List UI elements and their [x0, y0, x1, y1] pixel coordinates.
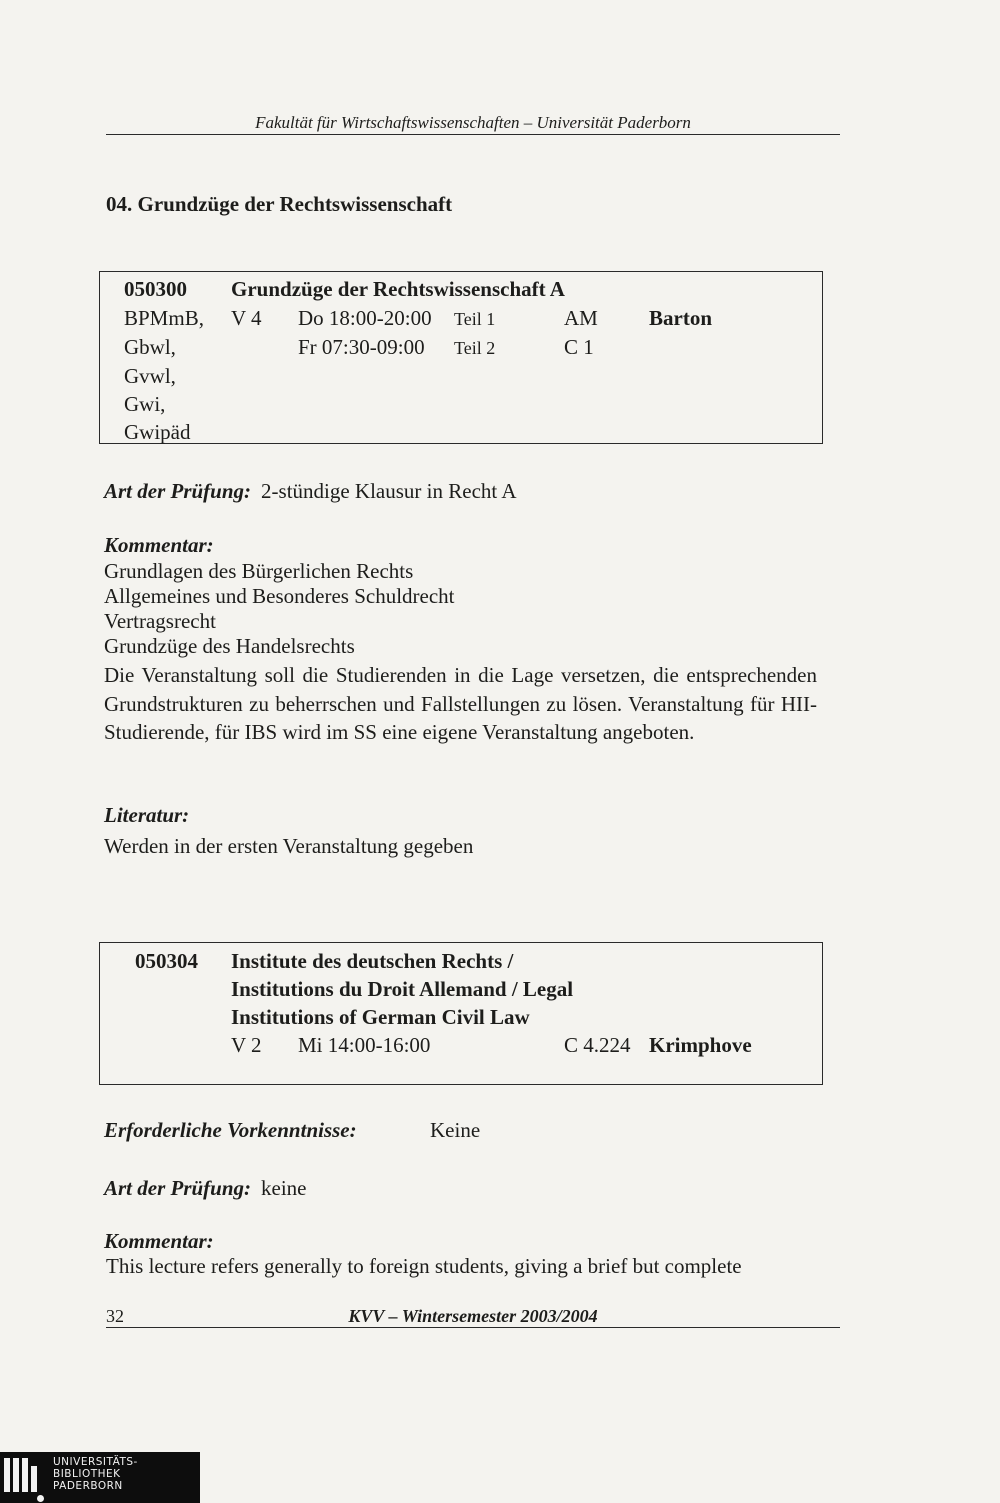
comment-line: Grundlagen des Bürgerlichen Rechts: [104, 559, 414, 583]
course-number: 050300: [124, 277, 187, 301]
course-title-line: Institute des deutschen Rechts /: [231, 949, 514, 973]
program-item: BPMmB,: [124, 306, 204, 330]
course-box-050300: [99, 271, 823, 444]
running-header-text: Fakultät für Wirtschaftswissenschaften – Universität Paderborn: [255, 113, 691, 132]
section-title: 04. Grundzüge der Rechtswissenschaft: [106, 192, 453, 216]
library-logo-dot-icon: [37, 1495, 44, 1502]
library-logo-bars-icon: [4, 1458, 37, 1492]
page-footer: [106, 1305, 840, 1328]
session-room: C 4.224: [564, 1033, 631, 1057]
comment-line: Grundzüge des Handelsrechts: [104, 634, 355, 658]
literature-value: Werden in der ersten Veranstaltung gegeben: [104, 834, 474, 858]
course-number: 050304: [135, 949, 198, 973]
exam-row: [104, 477, 517, 505]
exam-label: Art der Prüfung:: [104, 1176, 252, 1200]
comment-line: Allgemeines und Besonderes Schuldrecht: [104, 584, 455, 608]
comment-label: Kommentar:: [104, 533, 214, 557]
program-item: Gwi,: [124, 392, 166, 416]
running-header: [106, 112, 840, 135]
prereq-value: Keine: [430, 1118, 481, 1142]
program-item: Gwipäd: [124, 420, 191, 444]
comment-text: This lecture refers generally to foreign students, giving a brief but complete: [106, 1254, 742, 1278]
library-logo: [0, 1452, 200, 1503]
session-part: Teil 2: [454, 338, 496, 358]
prereq-label: Erforderliche Vorkenntnisse:: [104, 1118, 357, 1142]
course-box-050304: [99, 942, 823, 1085]
page-number: 32: [106, 1306, 124, 1326]
library-logo-line: UNIVERSITÄTS-: [53, 1456, 138, 1468]
session-room: AM: [564, 306, 598, 330]
library-logo-line: PADERBORN: [53, 1480, 123, 1492]
exam-label: Art der Prüfung:: [104, 479, 252, 503]
lecturer: Krimphove: [649, 1033, 752, 1057]
library-logo-line: BIBLIOTHEK: [53, 1468, 121, 1480]
course-title-line: Institutions du Droit Allemand / Legal: [231, 977, 574, 1001]
session-time: Fr 07:30-09:00: [298, 335, 425, 359]
session-time: Do 18:00-20:00: [298, 306, 432, 330]
exam-value: keine: [261, 1176, 307, 1200]
session-time: Mi 14:00-16:00: [298, 1033, 431, 1057]
comment-line: Vertragsrecht: [104, 609, 216, 633]
course-type: V 4: [231, 306, 262, 330]
course-title-line: Institutions of German Civil Law: [231, 1005, 530, 1029]
lecturer: Barton: [649, 306, 712, 330]
literature-label: Literatur:: [104, 803, 190, 827]
session-part: Teil 1: [454, 309, 496, 329]
exam-value: 2-stündige Klausur in Recht A: [261, 479, 517, 503]
program-item: Gvwl,: [124, 364, 176, 388]
course-type: V 2: [231, 1033, 262, 1057]
comment-paragraph: Die Veranstaltung soll die Studierenden in die Lage versetzen, die entsprechenden Grundstrukturen zu beherrschen und Fallstellungen zu lösen. Veranstaltung für HII-Studierende, für IBS wird im SS eine eigene Veranstaltung angeboten.: [104, 663, 817, 744]
course-title: Grundzüge der Rechtswissenschaft A: [231, 277, 565, 301]
library-logo-text: [53, 1456, 138, 1492]
footer-title: KVV – Wintersemester 2003/2004: [348, 1306, 598, 1326]
session-room: C 1: [564, 335, 594, 359]
exam-row: [104, 1174, 307, 1202]
comment-label: Kommentar:: [104, 1229, 214, 1253]
program-item: Gbwl,: [124, 335, 176, 359]
